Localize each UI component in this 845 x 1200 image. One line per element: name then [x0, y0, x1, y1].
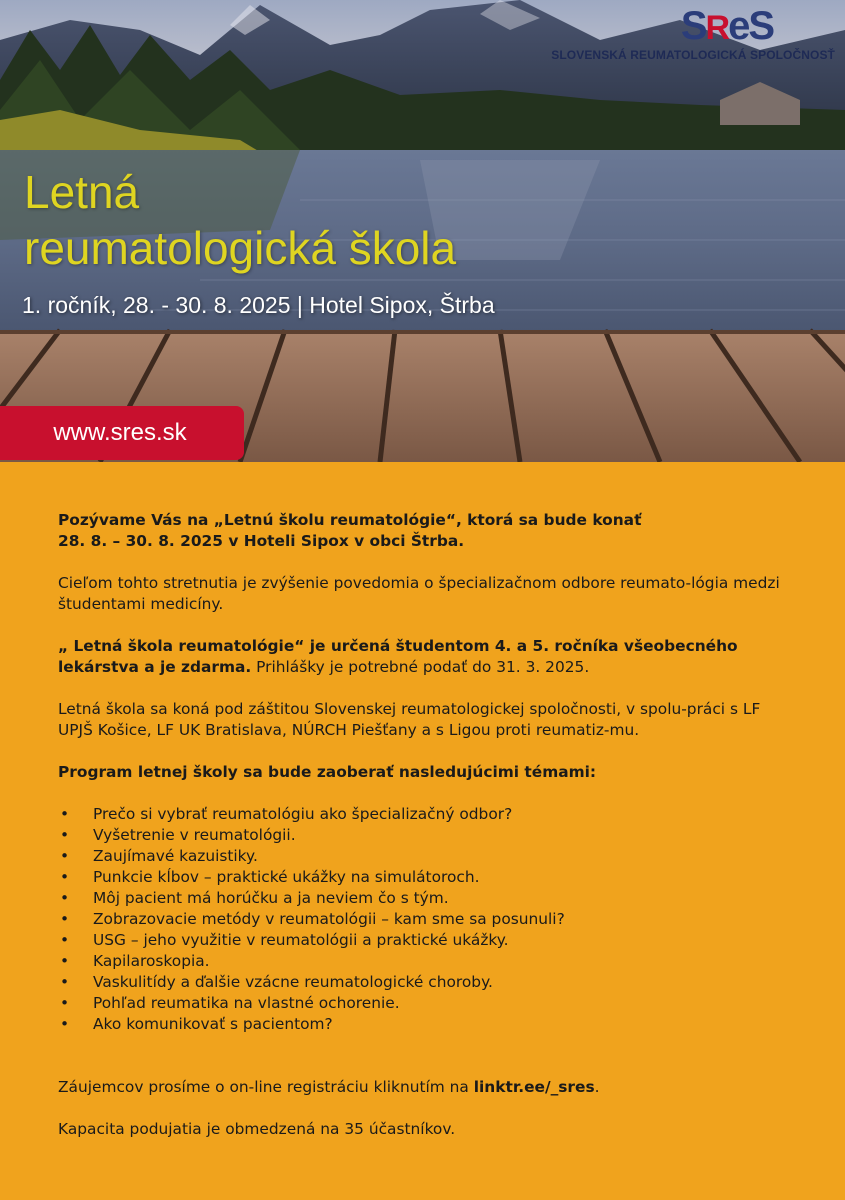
registration-end: . [594, 1078, 600, 1096]
event-title-line2: reumatologická škola [24, 222, 457, 274]
list-item: • Vaskulitídy a ďalšie vzácne reumatologické choroby. [58, 972, 798, 993]
list-item: • Môj pacient má horúčku a ja neviem čo s tým. [58, 888, 798, 909]
website-link-badge[interactable]: www.sres.sk [0, 406, 244, 460]
target-rest-text: Prihlášky je potrebné podať do 31. 3. 2025. [251, 658, 590, 676]
intro-line2: 28. 8. – 30. 8. 2025 v Hoteli Sipox v obci Štrba. [58, 532, 465, 550]
event-title-line1: Letná [24, 166, 140, 218]
logo-letter-s: S [680, 4, 706, 48]
sres-logo-mark [551, 6, 773, 48]
invitation-text [58, 510, 798, 1140]
intro-line1: Pozývame Vás na „Letnú školu reumatológie“, ktorá sa bude konať [58, 511, 642, 529]
target-bold-text: „ Letná škola reumatológie“ je určená študentom 4. a 5. ročníka všeobecného lekárstva a je zdarma. [58, 637, 738, 676]
aim-paragraph: Cieľom tohto stretnutia je zvýšenie povedomia o špecializačnom odbore reumato-lógia medzi študentami medicíny. [58, 574, 780, 613]
list-item: • Prečo si vybrať reumatológiu ako špecializačný odbor? [58, 804, 798, 825]
intro-paragraph [58, 510, 798, 552]
sres-logo [551, 6, 835, 62]
hero-banner [0, 0, 845, 462]
list-item: • Ako komunikovať s pacientom? [58, 1014, 798, 1035]
list-item: • Punkcie kĺbov – praktické ukážky na simulátoroch. [58, 867, 798, 888]
registration-text: Záujemcov prosíme o on-line registráciu kliknutím na [58, 1078, 474, 1096]
list-item: • Zaujímavé kazuistiky. [58, 846, 798, 867]
list-item: • Vyšetrenie v reumatológii. [58, 825, 798, 846]
list-item: • Pohľad reumatika na vlastné ochorenie. [58, 993, 798, 1014]
society-name: SLOVENSKÁ REUMATOLOGICKÁ SPOLOČNOSŤ [551, 48, 835, 62]
list-item: • USG – jeho využitie v reumatológii a praktické ukážky. [58, 930, 798, 951]
patronage-paragraph: Letná škola sa koná pod záštitou Slovenskej reumatologickej spoločnosti, v spolu-práci s LF UPJŠ Košice, LF UK Bratislava, NÚRCH Piešťany a s Ligou proti reumatiz-mu. [58, 700, 761, 739]
logo-letter-r: R [705, 9, 729, 47]
logo-letter-s2: S [748, 4, 773, 48]
target-paragraph [58, 636, 798, 678]
list-item: • Kapilaroskopia. [58, 951, 798, 972]
topics-list [58, 804, 798, 1035]
registration-link[interactable]: linktr.ee/_sres [473, 1078, 595, 1096]
program-heading: Program letnej školy sa bude zaoberať nasledujúcimi témami: [58, 763, 597, 781]
logo-letter-e: e [728, 4, 749, 48]
list-item: • Zobrazovacie metódy v reumatológii – kam sme sa posunuli? [58, 909, 798, 930]
registration-paragraph [58, 1077, 798, 1098]
event-title [24, 164, 456, 276]
capacity-paragraph: Kapacita podujatia je obmedzená na 35 účastníkov. [58, 1120, 456, 1138]
event-subtitle: 1. ročník, 28. - 30. 8. 2025 | Hotel Sipox, Štrba [22, 292, 495, 318]
